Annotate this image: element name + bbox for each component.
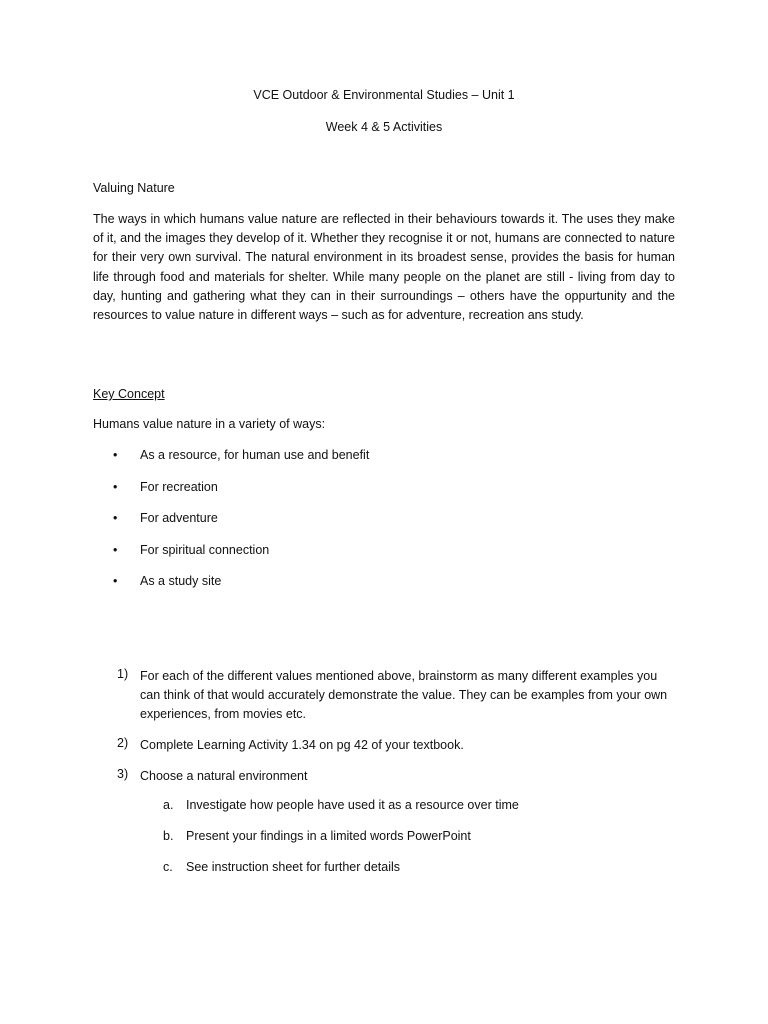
sub-item-letter: b. [163, 829, 174, 843]
bullet-icon: • [113, 480, 118, 494]
list-item-text: For recreation [140, 480, 218, 494]
sub-item-letter: c. [163, 860, 173, 874]
activity-text: Choose a natural environment [140, 769, 308, 783]
intro-text: Humans value nature in a variety of ways: [93, 417, 326, 431]
activity-number: 2) [117, 736, 129, 750]
activity-text: Complete Learning Activity 1.34 on pg 42 of your textbook. [140, 738, 464, 752]
document-subtitle: Week 4 & 5 Activities [325, 120, 443, 134]
list-item-text: For adventure [140, 511, 218, 525]
sub-item-text: See instruction sheet for further details [186, 860, 401, 874]
activity-number: 3) [117, 767, 129, 781]
list-item-text: As a study site [140, 574, 222, 588]
list-item-text: As a resource, for human use and benefit [140, 448, 370, 462]
bullet-icon: • [113, 448, 118, 462]
bullet-icon: • [113, 511, 118, 525]
body-paragraph: The ways in which humans value nature are reflected in their behaviours towards it. The uses they make of it, and the images they develop of it. Whether they recognise it or not, humans are connected to nature for their very own survival. The natural environment in its broadest sense, provides the basis for human life through food and materials for shelter. While many people on the planet are still - living from day to day, hunting and gathering what they can in their surroundings – others have the oppurtunity and the resources to value nature in different ways – such as for adventure, recreation ans study. [93, 212, 675, 323]
document-title: VCE Outdoor & Environmental Studies – Unit 1 [253, 88, 515, 102]
sub-item-text: Present your findings in a limited words PowerPoint [186, 829, 471, 843]
list-item-text: For spiritual connection [140, 543, 270, 557]
section-heading: Valuing Nature [93, 181, 175, 195]
activity-number: 1) [117, 667, 129, 681]
sub-item-letter: a. [163, 798, 174, 812]
bullet-icon: • [113, 543, 118, 557]
key-concept-heading: Key Concept [93, 387, 165, 401]
bullet-icon: • [113, 574, 118, 588]
sub-item-text: Investigate how people have used it as a resource over time [186, 798, 519, 812]
activity-text: For each of the different values mentioned above, brainstorm as many different examples you can think of that would accurately demonstrate the value. They can be examples from your own experiences, from movies etc. [140, 669, 668, 722]
